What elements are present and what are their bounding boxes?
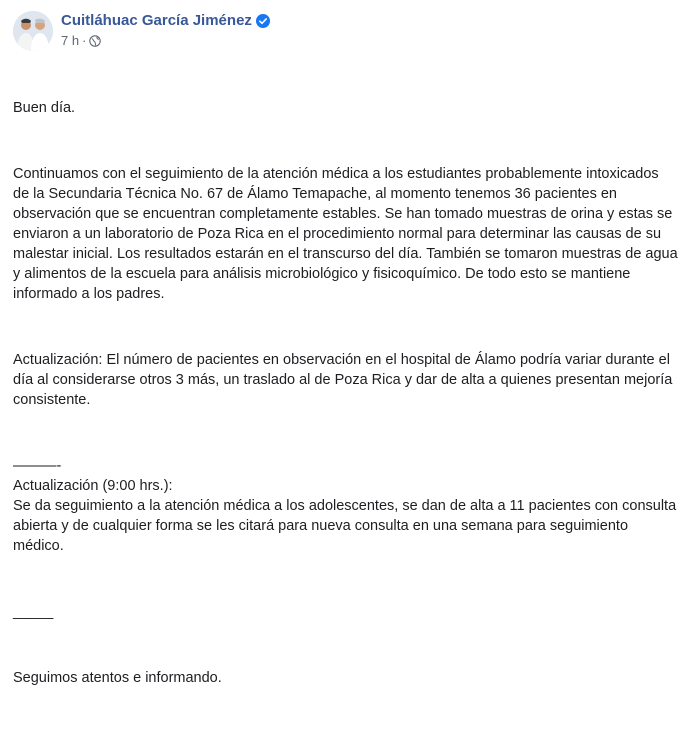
author-line (61, 12, 270, 30)
meta-separator: · (82, 33, 87, 48)
post-body (13, 58, 682, 734)
author-avatar[interactable] (13, 11, 53, 51)
post-paragraph: Buen día. (13, 100, 76, 116)
post-paragraph: Continuamos con el seguimiento de la atención médica a los estudiantes probablemente intoxicados de la Secundaria Técnica No. 67 de Álamo Temapache, al momento tenemos 36 pacientes en observación que se encuentran completamente estables. Se han tomado muestras de orina y estas se enviaron a un laboratorio de Poza Rica en el procedimiento normal para determinar las causas de su malestar inicial. Los resultados estarán en el transcurso del día. También se tomaron muestras de agua y alimentos de la escuela para análisis microbiológico y fisicoquímico. De todo esto se mantiene informado a los padres. (13, 166, 682, 302)
avatar-photo (13, 11, 53, 51)
post-timestamp-link[interactable]: 7 h (61, 33, 80, 48)
verified-badge-icon (256, 14, 270, 28)
post-paragraph: ———- Actualización (9:00 hrs.): Se da seguimiento a la atención médica a los adolescentes, se dan de alta a 11 pacientes con consulta abierta y de cualquier forma se les citará para nueva consulta en una semana para seguimiento médico. (13, 458, 677, 554)
author-name-link[interactable]: Cuitláhuac García Jiménez (61, 12, 252, 29)
post-header (13, 0, 678, 58)
post-paragraph: Seguimos atentos e informando. (13, 670, 222, 686)
post-paragraph: Actualización: El número de pacientes en observación en el hospital de Álamo podría variar durante el día al considerarse otros 3 más, un traslado al de Poza Rica y dar de alta a quienes presentan mejoría consistente. (13, 352, 677, 408)
globe-icon[interactable] (89, 35, 101, 47)
post-meta (61, 33, 101, 49)
post-paragraph: _____ (13, 604, 54, 620)
